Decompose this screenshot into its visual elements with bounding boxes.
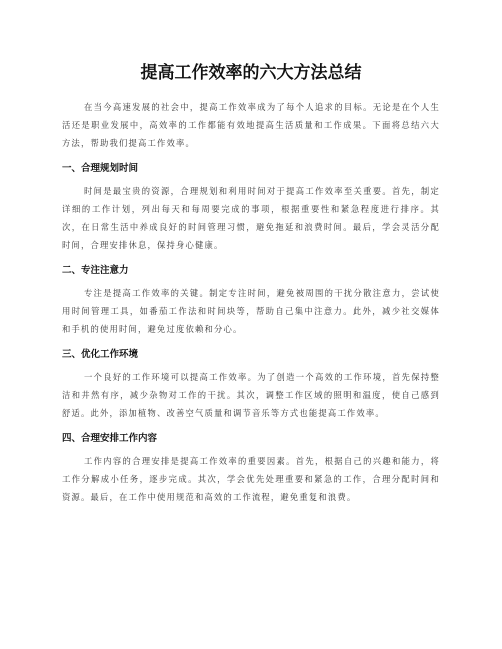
- section-heading-2: 二、专注注意力: [62, 265, 129, 276]
- section-heading-4: 四、合理安排工作内容: [62, 433, 158, 444]
- section-heading-1: 一、合理规划时间: [62, 163, 139, 174]
- document-title: 提高工作效率的六大方法总结: [140, 63, 362, 83]
- section-body-2: 专注是提高工作效率的关键。制定专注时间，避免被周围的干扰分散注意力，尝试使用时间管理工具，如番茄工作法和时间块等，帮助自己集中注意力。此外，减少社交媒体和手机的使用时间，避免过度依赖和分心。: [62, 288, 440, 334]
- section-body-3: 一个良好的工作环境可以提高工作效率。为了创造一个高效的工作环境，首先保持整洁和井然有序，减少杂物对工作的干扰。其次，调整工作区域的照明和温度，使自己感到舒适。此外，添加植物、改善空气质量和调节音乐等方式也能提高工作效率。: [62, 372, 440, 418]
- section-body-4: 工作内容的合理安排是提高工作效率的重要因素。首先，根据自己的兴趣和能力，将工作分解成小任务，逐步完成。其次，学会优先处理重要和紧急的工作，合理分配时间和资源。最后，在工作中使用规范和高效的工作流程，避免重复和浪费。: [62, 456, 440, 502]
- intro-paragraph: 在当今高速发展的社会中，提高工作效率成为了每个人追求的目标。无论是在个人生活还是职业发展中，高效率的工作都能有效地提高生活质量和工作成果。下面将总结六大方法，帮助我们提高工作效率。: [62, 102, 440, 148]
- section-heading-3: 三、优化工作环境: [62, 349, 139, 360]
- section-body-1: 时间是最宝贵的资源，合理规划和利用时间对于提高工作效率至关重要。首先，制定详细的工作计划，列出每天和每周要完成的事项，根据重要性和紧急程度进行排序。其次，在日常生活中养成良好的时间管理习惯，避免拖延和浪费时间。最后，学会灵活分配时间，合理安排休息，保持身心健康。: [62, 186, 440, 250]
